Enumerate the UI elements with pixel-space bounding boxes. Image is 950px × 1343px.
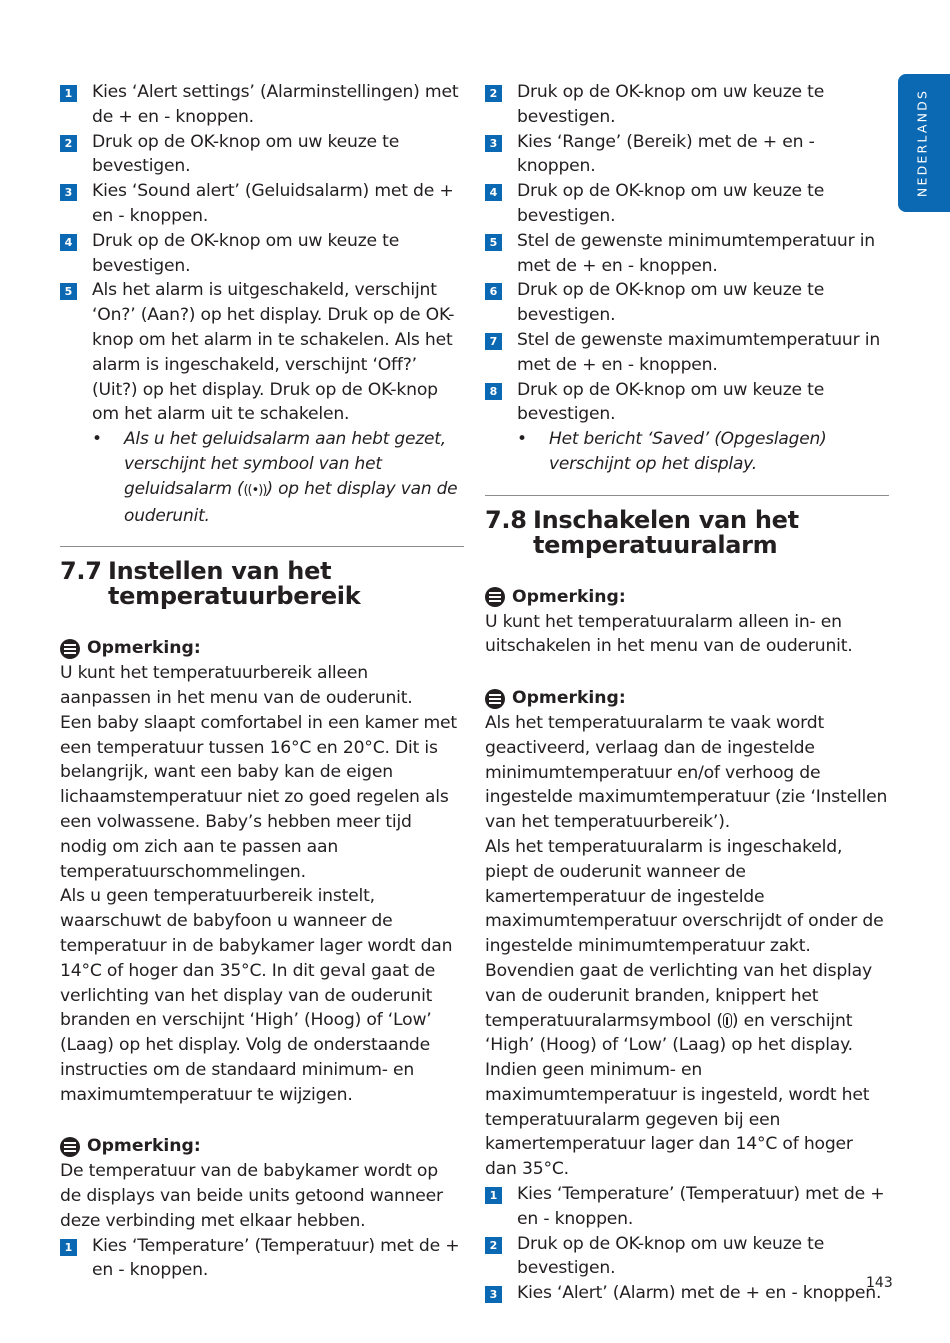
step-number-badge: 1	[60, 1239, 77, 1256]
paragraph: De temperatuur van de babykamer wordt op de displays van beide units getoond wanneer deze verbinding met elkaar hebben.	[60, 1161, 443, 1231]
step-text: Kies ‘Temperature’ (Temperatuur) met de + en - knoppen.	[517, 1184, 885, 1229]
paragraph: Een baby slaapt comfortabel in een kamer met een temperatuur tussen 16°C en 20°C. Dit is belangrijk, want een baby kan de eigen lichaamstemperatuur niet zo goed regelen als een volwassene. Baby’s hebben meer tijd nodig om zich aan te passen aan temperatuurschommelingen.	[60, 712, 457, 882]
step-text: Kies ‘Sound alert’ (Geluidsalarm) met de + en - knoppen.	[92, 181, 454, 226]
step-number-badge: 5	[485, 234, 502, 251]
step-number-badge: 4	[60, 234, 77, 251]
step-item	[60, 229, 464, 279]
bullet-dot: •	[92, 429, 102, 450]
step-number-badge: 5	[60, 283, 77, 300]
paragraph	[485, 835, 889, 1182]
step-number-badge: 8	[485, 383, 502, 400]
step-text: Druk op de OK-knop om uw keuze te bevestigen.	[517, 181, 825, 226]
note-icon	[485, 587, 505, 607]
note-heading	[60, 636, 464, 661]
step-number-badge: 2	[60, 135, 77, 152]
step-number-badge: 6	[485, 283, 502, 300]
paragraph: Als u geen temperatuurbereik instelt, waarschuwt de babyfoon u wanneer de temperatuur in de babykamer lager wordt dan 14°C of hoger dan 35°C. In dit geval gaat de verlichting van het display van de ouderunit branden en verschijnt ‘High’ (Hoog) of ‘Low’ (Laag) op het display. Volg de onderstaande instructies om de standaard minimum- en maximumtemperatuur te wijzigen.	[60, 886, 453, 1105]
step-item	[60, 130, 464, 180]
step-number-badge: 4	[485, 184, 502, 201]
step-text: Stel de gewenste minimumtemperatuur in met de + en - knoppen.	[517, 230, 875, 276]
note-label: Opmerking:	[512, 688, 626, 709]
section-number: 7.7	[60, 557, 102, 586]
note-heading	[485, 585, 889, 610]
step-item	[60, 179, 464, 229]
step-item	[485, 80, 889, 130]
step-text: Kies ‘Alert’ (Alarm) met de + en - knoppen.	[517, 1283, 882, 1304]
paragraph: U kunt het temperatuurbereik alleen aanpassen in het menu van de ouderunit.	[60, 663, 413, 708]
bullet-text: Als u het geluidsalarm aan hebt gezet, verschijnt het symbool van het geluidsalarm (	[124, 429, 446, 499]
section-heading	[60, 559, 464, 609]
right-column	[485, 80, 889, 1306]
step-text: Druk op de OK-knop om uw keuze te bevestigen.	[92, 230, 400, 276]
paragraph-text-end: ) en verschijnt ‘High’ (Hoog) of ‘Low’ (Laag) op het display. Indien geen minimum- en maximumtemperatuur is ingesteld, wordt het temperatuuralarm gegeven bij een kamertemperatuur lager dan 14°C of hoger dan 35°C.	[485, 1010, 870, 1180]
step-text: Stel de gewenste maximumtemperatuur in met de + en - knoppen.	[517, 329, 881, 375]
step-item	[485, 229, 889, 279]
step-item	[485, 378, 889, 428]
step-item	[485, 1232, 889, 1282]
note-icon	[60, 639, 80, 659]
section-title: Inschakelen van het temperatuuralarm	[533, 505, 799, 559]
note-label: Opmerking:	[87, 638, 201, 659]
step-text: Druk op de OK-knop om uw keuze te bevestigen.	[517, 82, 825, 127]
step-item	[485, 130, 889, 180]
note-label: Opmerking:	[87, 1136, 201, 1157]
step-item	[485, 278, 889, 328]
note-icon	[485, 689, 505, 709]
language-tab-label: NEDERLANDS	[914, 88, 930, 198]
bullet-item	[485, 427, 889, 477]
left-column	[60, 80, 464, 1283]
step-text: Druk op de OK-knop om uw keuze te bevestigen.	[92, 131, 400, 177]
step-item	[60, 278, 464, 427]
page-number: 143	[866, 1275, 893, 1291]
section-divider	[485, 495, 889, 496]
step-number-badge: 3	[485, 135, 502, 152]
note-label: Opmerking:	[512, 586, 626, 607]
step-number-badge: 2	[485, 1237, 502, 1254]
sound-alert-icon: ((•))	[243, 482, 267, 498]
step-number-badge: 1	[485, 1187, 502, 1204]
note-heading	[60, 1134, 464, 1159]
step-text: Druk op de OK-knop om uw keuze te bevestigen.	[517, 379, 825, 425]
note-heading	[485, 686, 889, 711]
step-text: Kies ‘Alert settings’ (Alarminstellingen) met de + en - knoppen.	[92, 82, 459, 127]
step-item	[485, 328, 889, 378]
section-heading	[485, 505, 889, 559]
step-item	[60, 1234, 464, 1284]
step-item	[485, 1281, 889, 1306]
bullet-dot: •	[517, 429, 527, 450]
step-text: Druk op de OK-knop om uw keuze te bevestigen.	[517, 1233, 825, 1279]
step-text: Druk op de OK-knop om uw keuze te bevestigen.	[517, 280, 825, 326]
note-icon	[60, 1137, 80, 1157]
paragraph: U kunt het temperatuuralarm alleen in- en uitschakelen in het menu van de ouderunit.	[485, 611, 853, 657]
bullet-text-end: ) op het display van de ouderunit.	[124, 478, 458, 526]
section-number: 7.8	[485, 505, 527, 534]
step-text: Kies ‘Range’ (Bereik) met de + en - knoppen.	[517, 131, 815, 177]
section-title: Instellen van het temperatuurbereik	[108, 557, 361, 611]
step-item	[60, 80, 464, 130]
paragraph-text: Als het temperatuuralarm is ingeschakeld, piept de ouderunit wanneer de kamertemperatuur de ingestelde maximumtemperatuur overschrijdt of onder de ingestelde minimumtemperatuur zakt. Bovendien gaat de verlichting van het display van de ouderunit branden, knippert het temperatuuralarmsymbool (	[485, 836, 884, 1031]
thermometer-icon	[723, 1013, 732, 1028]
step-number-badge: 3	[60, 184, 77, 201]
step-number-badge: 1	[60, 85, 77, 102]
step-number-badge: 3	[485, 1286, 502, 1303]
bullet-text: Het bericht ‘Saved’ (Opgeslagen) verschijnt op het display.	[549, 429, 827, 474]
step-text: Als het alarm is uitgeschakeld, verschijnt ‘On?’ (Aan?) op het display. Druk op de OK-knop om het alarm in te schakelen. Als het alarm is ingeschakeld, verschijnt ‘Off?’ (Uit?) op het display. Druk op de OK-knop om het alarm uit te schakelen.	[92, 280, 455, 425]
language-tab	[898, 74, 950, 212]
section-divider	[60, 546, 464, 547]
step-text: Kies ‘Temperature’ (Temperatuur) met de + en - knoppen.	[92, 1235, 460, 1281]
step-number-badge: 2	[485, 85, 502, 102]
paragraph: Als het temperatuuralarm te vaak wordt geactiveerd, verlaag dan de ingestelde minimumtemperatuur en/of verhoog de ingestelde maximumtemperatuur (zie ‘Instellen van het temperatuurbereik’).	[485, 712, 888, 833]
step-number-badge: 7	[485, 333, 502, 350]
step-item	[485, 1182, 889, 1232]
step-item	[485, 179, 889, 229]
bullet-item	[60, 427, 464, 528]
